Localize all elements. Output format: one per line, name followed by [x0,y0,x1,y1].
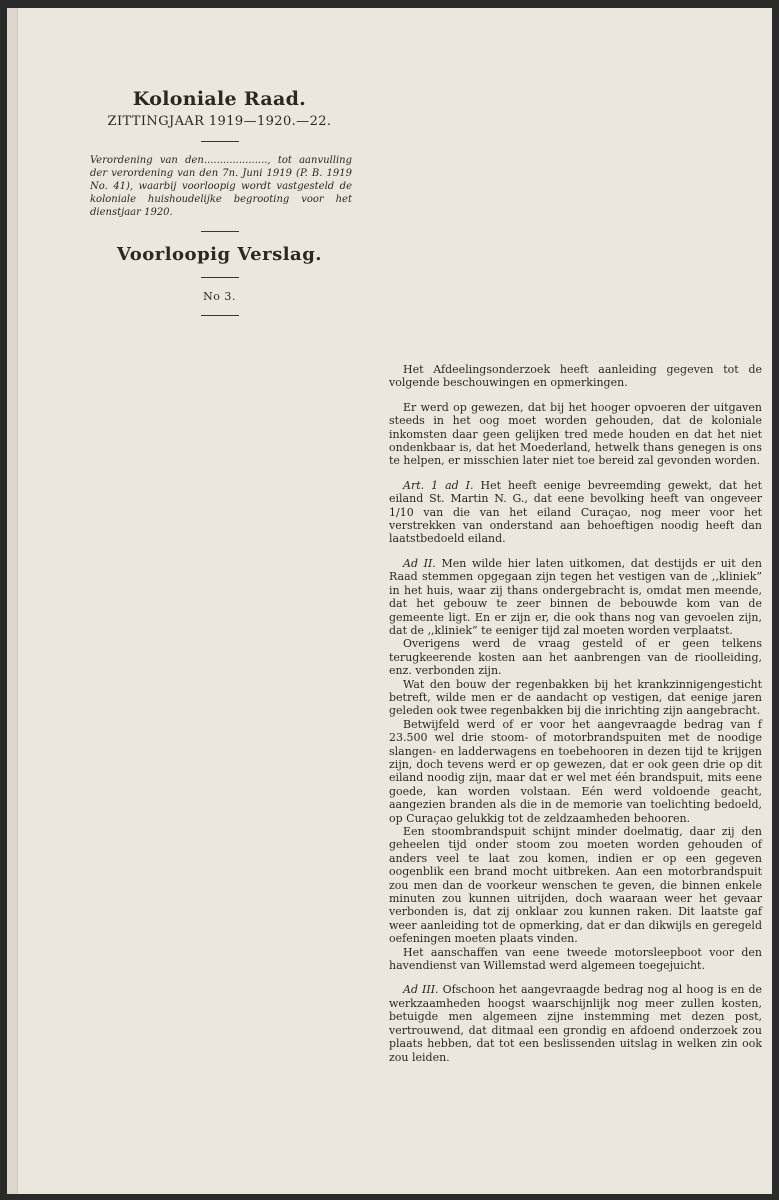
divider [201,231,239,232]
council-title: Koloniale Raad. [132,88,307,110]
header-block [87,88,352,328]
paragraph: Wat den bouw der regenbakken bij het krankzinnigengesticht betreft, wilde men er de aandacht op vestigen, dat eenige jaren geleden ook twee regenbakken bij die inrichting zijn aangebracht. [389,677,762,718]
page-binding-edge [7,8,18,1194]
paragraph: Een stoombrandspuit schijnt minder doelmatig, daar zij den geheelen tijd onder stoom zou moeten worden gehouden of anders veel te laat zou komen, indien er op een gegeven oogenblik een brand mocht uitbreken. Aan een motorbrandspuit zou men dan de voorkeur wenschen te geven, die binnen enkele minuten zou kunnen uitrijden, doch waaraan weer het gevaar verbonden is, dat zij onklaar zou kunnen raken. Dit laatste gaf weer aanleiding tot de opmerking, dat er dan dikwijls en geregeld oefeningen moeten plaats vinden. [389,825,762,946]
paragraph-text: Ofschoon het aangevraagde bedrag nog al hoog is en de werkzaamheden hoogst waarschijnlijk nog meer zullen kosten, betuigde men algemeen zijne instemming met dezen post, vertrouwend, dat ditmaal een grondig en afdoend onderzoek zou plaats hebben, dat tot een beslissenden uitslag in welken zin ook zou leiden. [389,983,762,1064]
divider [201,141,239,142]
article-label: Ad II. [403,556,436,570]
report-body [389,363,762,1064]
document-page [7,8,772,1194]
paragraph-text: Men wilde hier laten uitkomen, dat destijds er uit den Raad stemmen opgegaan zijn tegen het vestigen van de ,,kliniek” in het huis, waar zij thans ondergebracht is, omdat men meende, dat het gebouw te zeer binnen de bebouwde kom van de gemeente ligt. En er zijn er, die ook thans nog van gevoelen zijn, dat de ,,kliniek” te eeniger tijd zal moeten worden verplaatst. [389,556,762,637]
divider [201,315,239,316]
session-year: ZITTINGJAAR 1919—1920.—22. [107,114,332,129]
article-label: Art. 1 ad I. [403,478,474,492]
paragraph: Overigens werd de vraag gesteld of er geen telkens terugkeerende kosten aan het aanbrengen van de rioolleiding, enz. verbonden zijn. [389,637,762,678]
paragraph: Er werd op gewezen, dat bij het hooger opvoeren der uitgaven steeds in het oog moet worden gehouden, dat de koloniale inkomsten daar geen gelijken tred mede houden en dat het niet ondenkbaar is, dat het Moederland, hetwelk thans genegen is ons te helpen, er misschien later niet toe bereid zal gevonden worden. [389,400,762,468]
paragraph [389,983,762,1063]
paragraph [389,479,762,546]
paragraph [389,557,762,637]
report-heading: Voorloopig Verslag. [116,244,323,265]
paragraph-text: Het heeft eenige bevreemding gewekt, dat het eiland St. Martin N. G., dat eene bevolking heeft van ongeveer 1/10 van die van het eiland Curaçao, nog meer voor het verstrekken van onderstand aan behoeftigen noodig heeft dan laatstbedoeld eiland. [389,478,762,546]
paragraph: Het aanschaffen van eene tweede motorsleepboot voor den havendienst van Willemstad werd algemeen toegejuicht. [389,945,762,973]
ordinance-description: Verordening van den...................., tot aanvulling der verordening van den 7n. Juni 1919 (P. B. 1919 No. 41), waarbij voorloopig wordt vastgesteld de koloniale huishoudelijke begrooting voor het dienstjaar 1920. [90,155,352,218]
divider [201,277,239,278]
article-label: Ad III. [403,983,439,997]
paragraph: Betwijfeld werd of er voor het aangevraagde bedrag van f 23.500 wel drie stoom- of motorbrandspuiten met de noodige slangen- en ladderwagens en toebehooren in dezen tijd te krijgen zijn, doch tevens werd er op gewezen, dat er ook geen drie op dit eiland noodig zijn, maar dat er wel met één brandspuit, mits eene goede, kan worden volstaan. Eén werd voldoende geacht, aangezien branden als die in de memorie van toelichting bedoeld, op Curaçao gelukkig tot de zeldzaamheden behooren. [389,717,762,825]
paragraph: Het Afdeelingsonderzoek heeft aanleiding gegeven tot de volgende beschouwingen en opmerkingen. [389,363,762,390]
report-number: No 3. [203,290,236,303]
